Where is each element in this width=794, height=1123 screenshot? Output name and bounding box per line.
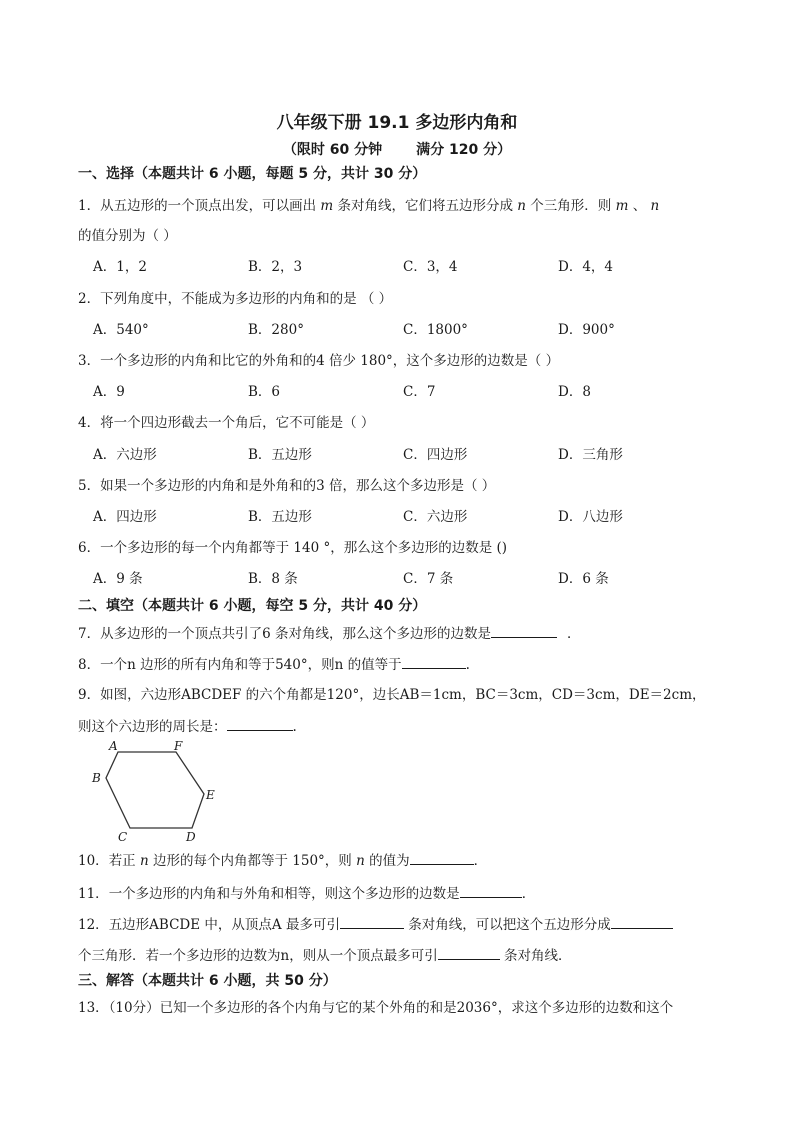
question-1-line-2: 的值分别为（ ） bbox=[78, 228, 177, 244]
answer-blank[interactable] bbox=[410, 851, 474, 865]
section-heading-3: 三、解答（本题共计 6 小题，共 50 分） bbox=[78, 973, 337, 989]
question-text: 条对角线，它们将五边形分成 bbox=[333, 198, 518, 214]
answer-blank[interactable] bbox=[491, 624, 557, 638]
option-a: A．1，2 bbox=[93, 259, 147, 275]
variable-n: n bbox=[356, 853, 365, 869]
option-c: C．7 bbox=[403, 384, 436, 400]
question-text: （10分）已知一个多边形的各个内角与它的某个外角的和是2036°，求这个多边形的边数和这个 bbox=[108, 1000, 674, 1016]
question-end: . bbox=[292, 719, 297, 735]
option-d: D．6 条 bbox=[558, 571, 609, 587]
option-a: A．四边形 bbox=[93, 509, 157, 525]
question-number: 10． bbox=[78, 853, 109, 869]
vertex-label-d: D bbox=[186, 830, 196, 844]
option-a: A．9 bbox=[93, 384, 125, 400]
option-b: B．6 bbox=[248, 384, 281, 400]
vertex-label-e: E bbox=[206, 788, 215, 802]
vertex-label-c: C bbox=[118, 830, 128, 844]
option-b: B．2，3 bbox=[248, 259, 303, 275]
question-number: 9． bbox=[78, 687, 101, 703]
question-end: ． bbox=[521, 886, 536, 902]
question-text: 一个n 边形的所有内角和等于540°，则n 的值等于 bbox=[100, 657, 402, 673]
hexagon-figure bbox=[88, 738, 220, 844]
answer-blank[interactable] bbox=[402, 655, 466, 669]
question-number: 6． bbox=[78, 540, 101, 556]
vertex-label-a: A bbox=[109, 739, 118, 753]
question-text: 将一个四边形截去一个角后，它不可能是（ ） bbox=[100, 415, 375, 431]
answer-blank[interactable] bbox=[611, 915, 673, 929]
option-d: D．4，4 bbox=[558, 259, 614, 275]
variable-n: n bbox=[139, 853, 149, 869]
question-text: 条对角线，可以把这个五边形分成 bbox=[403, 917, 611, 933]
full-score: 满分 120 分） bbox=[416, 142, 512, 158]
option-c: C．1800° bbox=[403, 322, 468, 338]
question-7 bbox=[78, 624, 580, 643]
question-text: 下列角度中，不能成为多边形的内角和的是 （ ） bbox=[100, 291, 393, 307]
vertex-label-f: F bbox=[174, 739, 183, 753]
question-4 bbox=[78, 414, 374, 432]
question-number: 2． bbox=[78, 291, 101, 307]
question-text: 五边形ABCDE 中，从顶点A 最多可引 bbox=[108, 917, 340, 933]
answer-blank[interactable] bbox=[227, 717, 293, 731]
question-text: 一个多边形的每一个内角都等于 140 °，那么这个多边形的边数是 () bbox=[100, 540, 508, 556]
question-text: 则这个六边形的周长是： bbox=[78, 719, 227, 735]
vertex-label-b: B bbox=[92, 771, 101, 785]
option-a: A．9 条 bbox=[93, 571, 143, 587]
question-text: 的值为 bbox=[364, 853, 410, 869]
question-number: 4． bbox=[78, 415, 101, 431]
question-10 bbox=[78, 851, 487, 870]
option-d: D．8 bbox=[558, 384, 591, 400]
answer-blank[interactable] bbox=[460, 884, 522, 898]
variable-m: m bbox=[615, 198, 629, 214]
answer-blank[interactable] bbox=[438, 946, 500, 960]
question-11 bbox=[78, 884, 535, 903]
separator: 、 bbox=[628, 198, 651, 214]
option-c: C．六边形 bbox=[403, 509, 468, 525]
question-12 bbox=[78, 915, 673, 934]
question-text: 边形的每个内角都等于 150°，则 bbox=[148, 853, 357, 869]
answer-blank[interactable] bbox=[340, 915, 404, 929]
section-heading-1: 一、选择（本题共计 6 小题，每题 5 分，共计 30 分） bbox=[78, 166, 427, 182]
variable-m: m bbox=[320, 198, 334, 214]
question-number: 7． bbox=[78, 626, 101, 642]
question-12-line-2 bbox=[78, 946, 572, 965]
question-9 bbox=[78, 686, 706, 704]
question-end: . bbox=[465, 657, 470, 673]
question-13 bbox=[78, 999, 673, 1017]
hexagon-diagram bbox=[88, 738, 220, 844]
question-text: 如果一个多边形的内角和是外角和的3 倍，那么这个多边形是（ ） bbox=[100, 478, 496, 494]
question-text: 一个多边形的内角和与外角和相等，则这个多边形的边数是 bbox=[108, 886, 460, 902]
option-b: B．280° bbox=[248, 322, 304, 338]
question-text: 若正 bbox=[108, 853, 140, 869]
question-number: 11． bbox=[78, 886, 109, 902]
question-number: 13． bbox=[78, 1000, 109, 1016]
hexagon-shape bbox=[106, 752, 204, 828]
option-b: B．五边形 bbox=[248, 509, 312, 525]
page-title: 八年级下册 19.1 多边形内角和 bbox=[276, 113, 518, 133]
option-d: D．八边形 bbox=[558, 509, 623, 525]
question-text: 条对角线． bbox=[499, 948, 572, 964]
question-8 bbox=[78, 655, 470, 674]
time-limit: （限时 60 分钟 bbox=[282, 142, 383, 158]
question-end: ． bbox=[473, 853, 488, 869]
question-text: 从多边形的一个顶点共引了6 条对角线，那么这个多边形的边数是 bbox=[100, 626, 491, 642]
section-heading-2: 二、填空（本题共计 6 小题，每空 5 分，共计 40 分） bbox=[78, 598, 427, 614]
question-text: 从五边形的一个顶点出发，可以画出 bbox=[100, 198, 321, 214]
variable-n: n bbox=[517, 198, 526, 214]
question-number: 12． bbox=[78, 917, 109, 933]
question-5 bbox=[78, 477, 495, 495]
question-number: 3． bbox=[78, 353, 101, 369]
option-a: A．六边形 bbox=[93, 447, 157, 463]
variable-n: n bbox=[650, 198, 660, 214]
option-c: C．3，4 bbox=[403, 259, 458, 275]
option-c: C．四边形 bbox=[403, 447, 468, 463]
question-number: 1． bbox=[78, 198, 101, 214]
question-3 bbox=[78, 352, 559, 370]
question-1 bbox=[78, 197, 659, 215]
question-9-line-2 bbox=[78, 717, 297, 736]
question-6 bbox=[78, 539, 507, 557]
option-a: A．540° bbox=[93, 322, 149, 338]
question-text: 个三角形．若一个多边形的边数为n，则从一个顶点最多可引 bbox=[78, 948, 438, 964]
question-number: 8． bbox=[78, 657, 101, 673]
question-text: 一个多边形的内角和比它的外角和的4 倍少 180°，这个多边形的边数是（ ） bbox=[100, 353, 560, 369]
option-c: C．7 条 bbox=[403, 571, 454, 587]
option-b: B．五边形 bbox=[248, 447, 312, 463]
question-text: 个三角形．则 bbox=[526, 198, 616, 214]
question-2 bbox=[78, 290, 392, 308]
question-end: ． bbox=[566, 626, 581, 642]
question-text: 如图，六边形ABCDEF 的六个角都是120°，边长AB＝1cm，BC＝3cm，CD＝3cm，DE＝2cm， bbox=[100, 687, 706, 703]
page-subtitle bbox=[0, 139, 794, 159]
option-d: D．三角形 bbox=[558, 447, 623, 463]
question-number: 5． bbox=[78, 478, 101, 494]
option-b: B．8 条 bbox=[248, 571, 298, 587]
option-d: D．900° bbox=[558, 322, 615, 338]
